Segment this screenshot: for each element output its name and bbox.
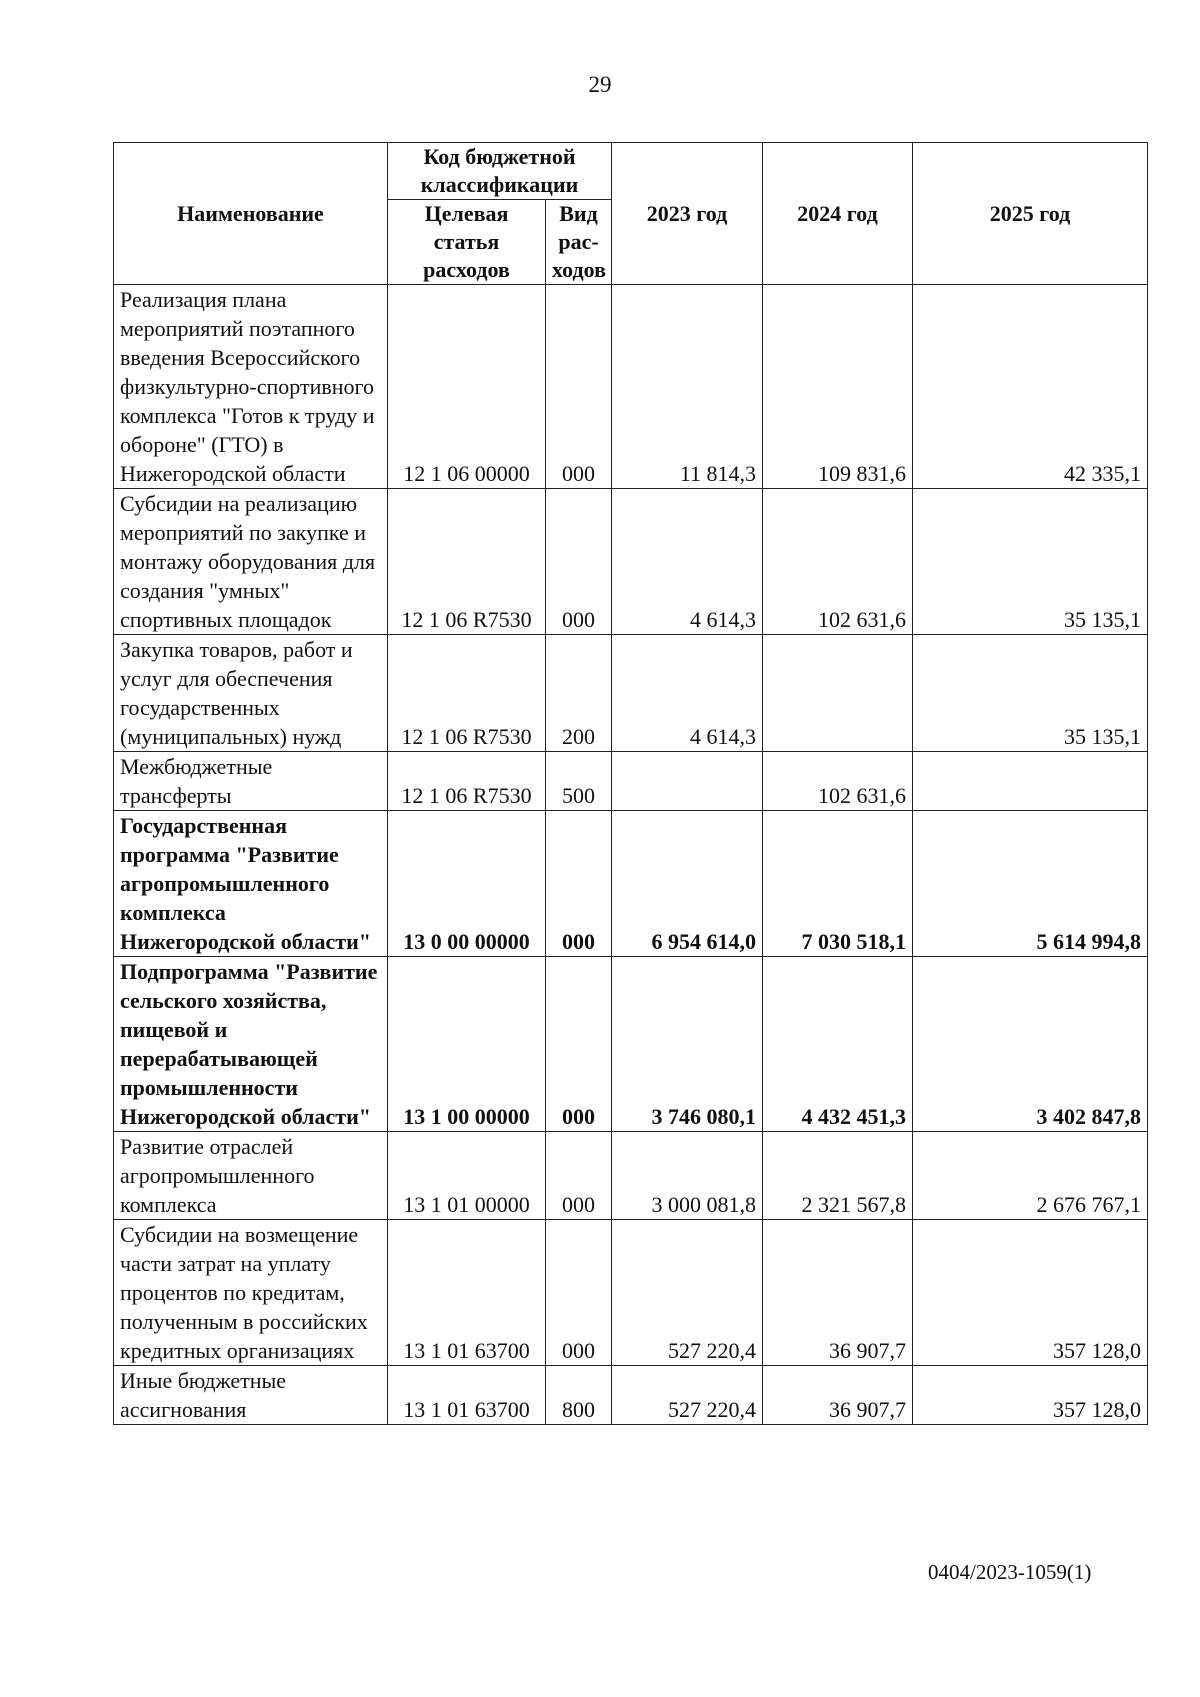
- cell-kind: 500: [546, 752, 612, 811]
- header-kbk: Код бюджетной классификации: [388, 143, 612, 200]
- cell-2023: 527 220,4: [612, 1366, 763, 1425]
- cell-target: 12 1 06 R7530: [388, 752, 546, 811]
- cell-2025: 35 135,1: [913, 635, 1148, 752]
- cell-target: 12 1 06 00000: [388, 285, 546, 489]
- cell-2025: 3 402 847,8: [913, 957, 1148, 1132]
- cell-kind: 200: [546, 635, 612, 752]
- cell-2025: 2 676 767,1: [913, 1132, 1148, 1220]
- document-code: 0404/2023-1059(1): [928, 1560, 1092, 1584]
- header-2024: 2024 год: [763, 143, 913, 285]
- table-row: [114, 1220, 1148, 1366]
- budget-table: [113, 142, 1148, 1425]
- header-2023: 2023 год: [612, 143, 763, 285]
- cell-target: 13 1 01 00000: [388, 1132, 546, 1220]
- cell-2023: 3 746 080,1: [612, 957, 763, 1132]
- cell-2025: 5 614 994,8: [913, 811, 1148, 957]
- table-body: [114, 285, 1148, 1425]
- cell-2024: 102 631,6: [763, 489, 913, 635]
- cell-kind: 000: [546, 285, 612, 489]
- cell-2024: 7 030 518,1: [763, 811, 913, 957]
- cell-target: 12 1 06 R7530: [388, 489, 546, 635]
- table-row: [114, 635, 1148, 752]
- cell-2023: 4 614,3: [612, 489, 763, 635]
- cell-2024: 109 831,6: [763, 285, 913, 489]
- table-header: [114, 143, 1148, 285]
- cell-name: Развитие отраслей агропромышленного комплекса: [114, 1132, 388, 1220]
- cell-name: Межбюджетные трансферты: [114, 752, 388, 811]
- cell-2024: 102 631,6: [763, 752, 913, 811]
- cell-kind: 000: [546, 811, 612, 957]
- cell-target: 13 1 00 00000: [388, 957, 546, 1132]
- cell-2024: 4 432 451,3: [763, 957, 913, 1132]
- cell-name: Государственная программа "Развитие агропромышленного комплекса Нижегородской области": [114, 811, 388, 957]
- cell-2023: 6 954 614,0: [612, 811, 763, 957]
- header-target: Целевая статья расходов: [388, 200, 546, 285]
- cell-target: 13 0 00 00000: [388, 811, 546, 957]
- header-name: Наименование: [114, 143, 388, 285]
- cell-2024: [763, 635, 913, 752]
- cell-kind: 000: [546, 1220, 612, 1366]
- cell-target: 13 1 01 63700: [388, 1220, 546, 1366]
- cell-2025: 42 335,1: [913, 285, 1148, 489]
- header-kind: Вид рас-ходов: [546, 200, 612, 285]
- table-row: [114, 1132, 1148, 1220]
- cell-2025: 35 135,1: [913, 489, 1148, 635]
- cell-2025: 357 128,0: [913, 1220, 1148, 1366]
- page-number: 29: [588, 72, 612, 97]
- cell-name: Иные бюджетные ассигнования: [114, 1366, 388, 1425]
- cell-2024: 36 907,7: [763, 1220, 913, 1366]
- table-row: [114, 285, 1148, 489]
- cell-2023: [612, 752, 763, 811]
- cell-kind: 000: [546, 957, 612, 1132]
- table-row: [114, 752, 1148, 811]
- table-row: [114, 1366, 1148, 1425]
- cell-2023: 527 220,4: [612, 1220, 763, 1366]
- cell-2025: [913, 752, 1148, 811]
- cell-name: Субсидии на реализацию мероприятий по закупке и монтажу оборудования для создания "умных" спортивных площадок: [114, 489, 388, 635]
- header-2025: 2025 год: [913, 143, 1148, 285]
- cell-name: Реализация плана мероприятий поэтапного введения Всероссийского физкультурно-спортивного комплекса "Готов к труду и обороне" (ГТО) в Нижегородской области: [114, 285, 388, 489]
- cell-2023: 3 000 081,8: [612, 1132, 763, 1220]
- cell-name: Подпрограмма "Развитие сельского хозяйства, пищевой и перерабатывающей промышленности Нижегородской области": [114, 957, 388, 1132]
- cell-target: 13 1 01 63700: [388, 1366, 546, 1425]
- table-row: [114, 489, 1148, 635]
- cell-kind: 800: [546, 1366, 612, 1425]
- table-row: [114, 811, 1148, 957]
- cell-2023: 11 814,3: [612, 285, 763, 489]
- cell-name: Субсидии на возмещение части затрат на уплату процентов по кредитам, полученным в российских кредитных организациях: [114, 1220, 388, 1366]
- cell-kind: 000: [546, 489, 612, 635]
- cell-name: Закупка товаров, работ и услуг для обеспечения государственных (муниципальных) нужд: [114, 635, 388, 752]
- cell-target: 12 1 06 R7530: [388, 635, 546, 752]
- cell-2025: 357 128,0: [913, 1366, 1148, 1425]
- cell-kind: 000: [546, 1132, 612, 1220]
- cell-2024: 2 321 567,8: [763, 1132, 913, 1220]
- cell-2023: 4 614,3: [612, 635, 763, 752]
- table-row: [114, 957, 1148, 1132]
- cell-2024: 36 907,7: [763, 1366, 913, 1425]
